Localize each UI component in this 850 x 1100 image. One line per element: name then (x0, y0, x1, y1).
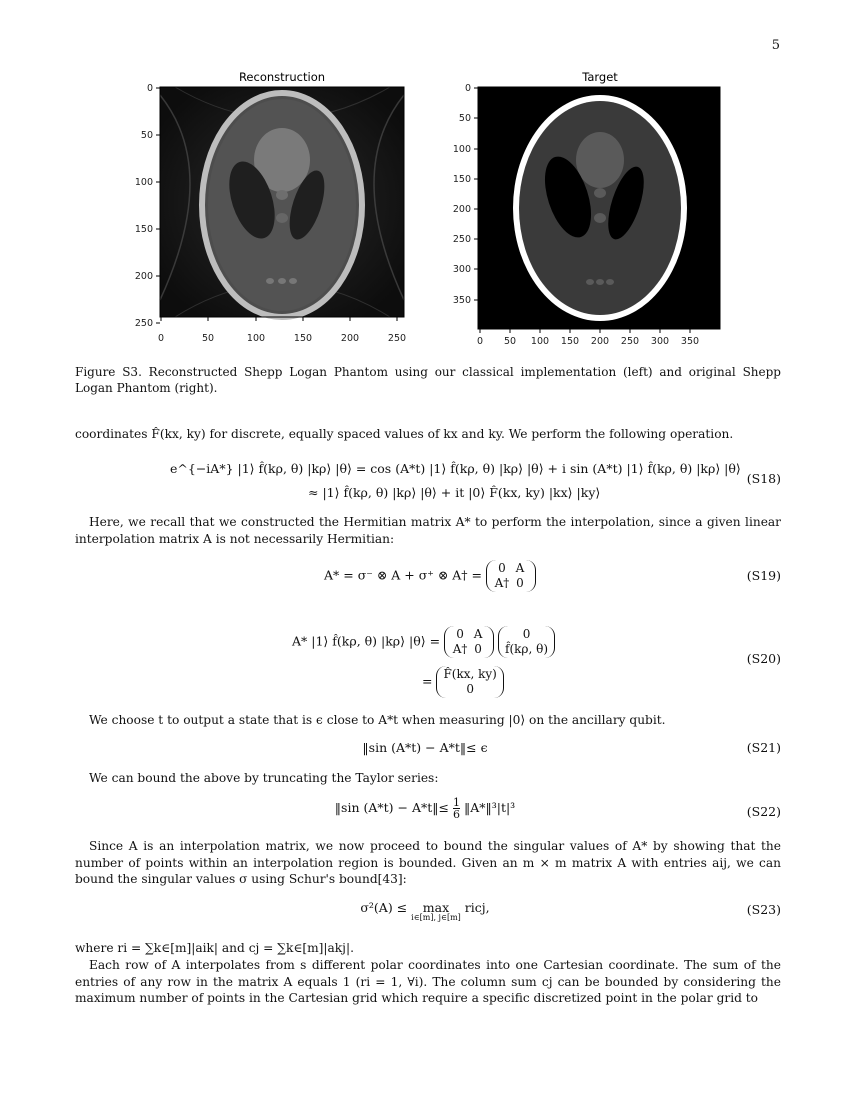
paragraph-4: We can bound the above by truncating the Taylor series: (89, 771, 439, 785)
left-y-tick: 250 (134, 318, 153, 329)
right-y-tick: 200 (452, 204, 471, 215)
left-y-tick: 150 (134, 224, 153, 235)
equation-s20-line2: = F̂(kx, ky) 0 (422, 666, 504, 698)
paragraph-6: where ri = ∑k∈[m]|aik| and cj = ∑k∈[m]|akj|. (75, 941, 354, 955)
paragraph-3: We choose t to output a state that is ϵ close to A*t when measuring |0⟩ on the ancillary qubit. (89, 713, 666, 727)
right-x-tick: 200 (590, 336, 610, 347)
reconstruction-panel (160, 87, 404, 317)
equation-number-s22: (S22) (746, 804, 781, 819)
equation-s21: ‖sin (A*t) − A*t‖≤ ϵ (362, 740, 488, 755)
equation-number-s23: (S23) (746, 902, 781, 917)
right-y-tick: 350 (452, 295, 471, 306)
right-x-tick: 350 (680, 336, 700, 347)
page-number: 5 (771, 38, 780, 53)
equation-s20-line1 (292, 626, 555, 658)
right-x-tick: 100 (530, 336, 550, 347)
left-x-tick: 100 (246, 333, 266, 344)
right-x-tick: 50 (503, 336, 517, 347)
left-y-tick: 50 (140, 130, 153, 141)
right-x-tick: 0 (476, 336, 484, 347)
equation-number-s20: (S20) (746, 651, 781, 666)
left-x-tick: 0 (157, 333, 165, 344)
equation-s18-line1: e^{−iA*} |1⟩ f̂(kρ, θ) |kρ⟩ |θ⟩ = cos (A*t) |1⟩ f̂(kρ, θ) |kρ⟩ |θ⟩ + i sin (A*t) |1⟩ f̂(kρ, θ) |kρ⟩ |θ⟩ (170, 461, 741, 476)
equation-s19-lhs: A* = σ⁻ ⊗ A + σ⁺ ⊗ A† = (324, 567, 482, 583)
left-y-tick: 200 (134, 271, 153, 282)
right-x-tick: 250 (620, 336, 640, 347)
right-y-tick: 250 (452, 234, 471, 245)
right-panel-title: Target (582, 70, 618, 84)
state-vector: 0 f̂(kρ, θ) (498, 626, 555, 658)
equation-s19 (300, 560, 560, 592)
result-vector: F̂(kx, ky) 0 (436, 666, 503, 698)
right-x-tick: 150 (560, 336, 580, 347)
paragraph-1: coordinates F̂(kx, ky) for discrete, equally spaced values of kx and ky. We perform the following operation. (75, 427, 734, 441)
right-y-tick: 50 (458, 113, 471, 124)
figure-caption: Figure S3. Reconstructed Shepp Logan Phantom using our classical implementation (left) and original Shepp Logan Phantom (right). (75, 365, 781, 395)
right-x-tick: 300 (650, 336, 670, 347)
left-x-tick: 250 (387, 333, 407, 344)
equation-number-s19: (S19) (746, 568, 781, 583)
hermitian-matrix: 0 A A† 0 (444, 626, 494, 658)
right-y-tick: 150 (452, 174, 471, 185)
equation-s18-line2: ≈ |1⟩ f̂(kρ, θ) |kρ⟩ |θ⟩ + it |0⟩ F̂(kx, ky) |kx⟩ |ky⟩ (308, 485, 601, 500)
hermitian-matrix: 0 A A† 0 (486, 560, 536, 592)
left-x-tick: 150 (293, 333, 313, 344)
left-x-tick: 50 (201, 333, 215, 344)
right-y-tick: 0 (464, 83, 471, 94)
paragraph-2: Here, we recall that we constructed the Hermitian matrix A* to perform the interpolation, since a given linear interpolation matrix A is not necessarily Hermitian: (75, 515, 781, 546)
target-panel (478, 87, 720, 329)
left-y-tick: 0 (146, 83, 153, 94)
left-x-tick: 200 (340, 333, 360, 344)
paragraph-7: Each row of A interpolates from s different polar coordinates into one Cartesian coordinate. The sum of the entries of any row in the matrix A equals 1 (ri = 1, ∀i). The column sum cj can be bounded by considering the maximum number of points in the Cartesian grid which require a specific discretized point in the polar grid to (75, 958, 781, 1005)
paragraph-5: Since A is an interpolation matrix, we now proceed to bound the singular values of A* by showing that the number of points within an interpolation region is bounded. Given an m × m matrix A with entries aij, we can bound the singular values σ using Schur's bound[43]: (75, 839, 781, 886)
fraction-one-sixth: $\frac{1}{6}$ (452, 796, 460, 821)
left-y-tick: 100 (134, 177, 153, 188)
right-y-tick: 300 (452, 264, 471, 275)
figure-s3 (0, 0, 850, 360)
equation-s22: ‖sin (A*t) − A*t‖≤ $\frac{1}{6}$ ‖A*‖³|t|³ (334, 796, 516, 821)
left-panel-title: Reconstruction (238, 70, 326, 84)
equation-number-s21: (S21) (746, 740, 781, 755)
equation-number-s18: (S18) (746, 471, 781, 486)
equation-s20-lhs: A* |1⟩ f̂(kρ, θ) |kρ⟩ |θ⟩ = (292, 633, 441, 649)
equation-s23: σ²(A) ≤ max i∈[m], j∈[m] ricj, (360, 900, 490, 922)
right-y-tick: 100 (452, 144, 471, 155)
